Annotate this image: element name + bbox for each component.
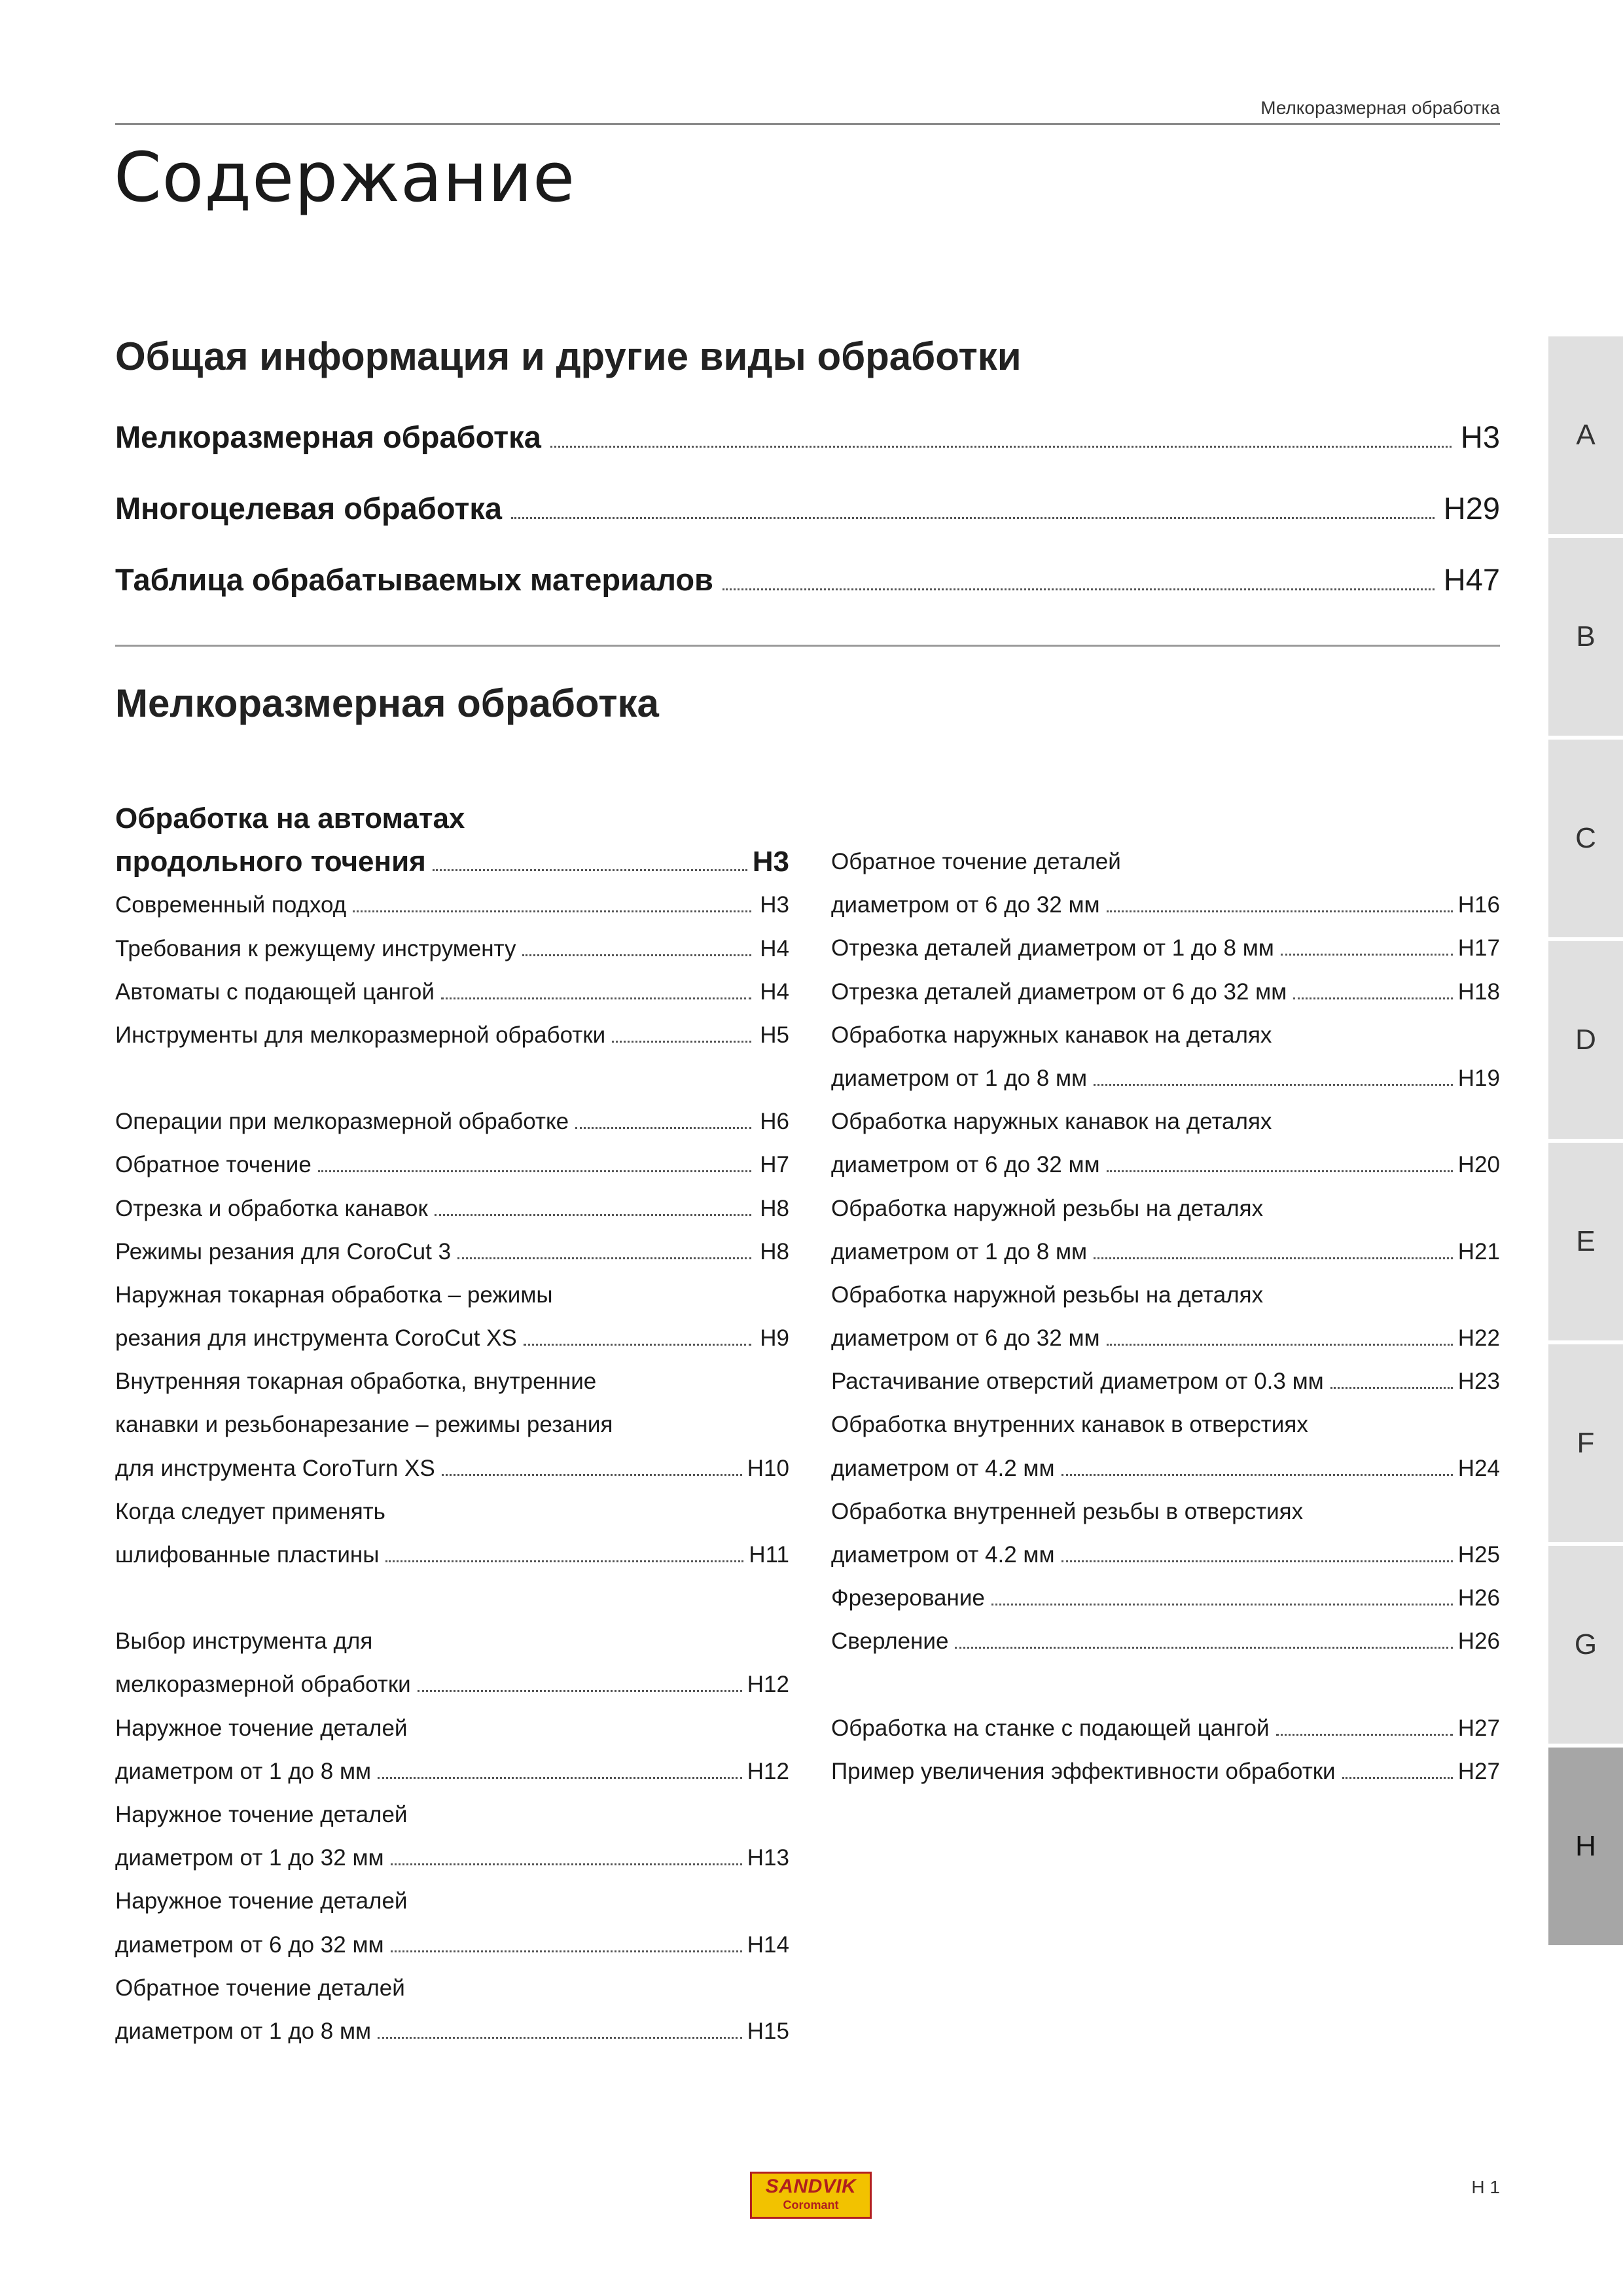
toc-entry-page: H4 bbox=[760, 978, 789, 1005]
dot-leader bbox=[612, 1040, 751, 1043]
dot-leader bbox=[353, 910, 751, 912]
toc-entry-title: Выбор инструмента для bbox=[115, 1628, 373, 1655]
toc-entry-title: мелкоразмерной обработки bbox=[115, 1672, 411, 1698]
toc-entry-page: H3 bbox=[1460, 420, 1500, 454]
dot-leader bbox=[550, 445, 1452, 448]
toc-entry[interactable] bbox=[831, 1143, 1500, 1187]
toc-entry-title: диаметром от 1 до 8 мм bbox=[831, 1238, 1088, 1265]
toc-entry-title: Обработка на автоматах bbox=[115, 802, 465, 834]
toc-entry-page: H7 bbox=[760, 1152, 789, 1178]
toc-entry-page: H14 bbox=[747, 1931, 789, 1958]
dot-leader bbox=[433, 869, 747, 871]
toc-entry[interactable] bbox=[115, 840, 789, 884]
dot-leader bbox=[318, 1170, 751, 1172]
dot-leader bbox=[441, 997, 751, 999]
toc-entry[interactable] bbox=[115, 1924, 789, 1967]
toc-entry-title: Сверление bbox=[831, 1628, 949, 1655]
toc-entry-line bbox=[115, 1707, 789, 1750]
toc-entry-page: H47 bbox=[1443, 562, 1500, 597]
toc-entry-title: Режимы резания для CoroCut 3 bbox=[115, 1238, 452, 1265]
dot-leader bbox=[378, 2036, 742, 2039]
toc-entry-title: Наружная токарная обработка – режимы bbox=[115, 1282, 553, 1308]
toc-entry-title: диаметром от 6 до 32 мм bbox=[831, 1152, 1100, 1178]
toc-entry-title: резания для инструмента CoroCut XS bbox=[115, 1325, 517, 1352]
toc-entry-title: Автоматы с подающей цангой bbox=[115, 978, 435, 1005]
toc-entry-page: H11 bbox=[749, 1542, 789, 1568]
dot-leader bbox=[575, 1126, 751, 1129]
toc-entry[interactable] bbox=[831, 1230, 1500, 1274]
toc-entry-page: H12 bbox=[747, 1758, 789, 1784]
toc-entry-page: H15 bbox=[747, 2018, 789, 2044]
dot-leader bbox=[391, 1863, 742, 1865]
toc-entry-title: Обработка наружных канавок на деталях bbox=[831, 1109, 1272, 1135]
dot-leader bbox=[1094, 1083, 1453, 1086]
toc-entry-page: H16 bbox=[1457, 892, 1500, 918]
toc-entry[interactable] bbox=[115, 1230, 789, 1274]
toc-entry-page: H27 bbox=[1457, 1715, 1500, 1741]
toc-entry-page: H21 bbox=[1457, 1238, 1500, 1265]
small-parts-section-heading: Мелкоразмерная обработка bbox=[115, 681, 659, 725]
dot-leader bbox=[1276, 1733, 1453, 1736]
toc-entry-page: H3 bbox=[752, 846, 789, 878]
toc-entry-title: Обработка на станке с подающей цангой bbox=[831, 1715, 1270, 1741]
dot-leader bbox=[1342, 1776, 1453, 1779]
toc-entry-line bbox=[831, 1403, 1500, 1446]
toc-entry-page: H13 bbox=[747, 1845, 789, 1871]
toc-entry[interactable] bbox=[831, 1317, 1500, 1360]
toc-entry-line bbox=[115, 797, 789, 840]
toc-entry-title: продольного точения bbox=[115, 846, 426, 878]
toc-entry-page: H3 bbox=[760, 892, 789, 918]
toc-entry-page: H26 bbox=[1457, 1585, 1500, 1611]
dot-leader bbox=[457, 1257, 751, 1259]
toc-entry-title: диаметром от 1 до 8 мм bbox=[831, 1065, 1088, 1091]
toc-entry-title: для инструмента CoroTurn XS bbox=[115, 1455, 435, 1481]
dot-leader bbox=[522, 954, 751, 956]
toc-entry-title: Обработка внутренней резьбы в отверстиях bbox=[831, 1498, 1304, 1524]
toc-entry[interactable] bbox=[115, 1317, 789, 1360]
toc-entry-line bbox=[115, 1793, 789, 1837]
chapter-tab-f[interactable]: F bbox=[1548, 1344, 1623, 1542]
toc-entry[interactable] bbox=[115, 1663, 789, 1706]
dot-leader bbox=[991, 1603, 1453, 1605]
toc-entry[interactable] bbox=[831, 971, 1500, 1014]
toc-entry-title: Таблица обрабатываемых материалов bbox=[115, 562, 713, 597]
toc-entry-title: Современный подход bbox=[115, 892, 347, 918]
toc-entry-line bbox=[115, 1880, 789, 1923]
toc-entry-title: Наружное точение деталей bbox=[115, 1715, 408, 1741]
dot-leader bbox=[1107, 1170, 1453, 1172]
toc-entry-title: Обратное точение деталей bbox=[115, 1975, 405, 2001]
toc-entry[interactable] bbox=[831, 1447, 1500, 1490]
toc-entry-page: H17 bbox=[1457, 935, 1500, 961]
toc-entry-line bbox=[115, 1490, 789, 1534]
dot-leader bbox=[1061, 1560, 1453, 1562]
chapter-tab-c[interactable]: C bbox=[1548, 740, 1623, 937]
toc-entry[interactable] bbox=[115, 884, 789, 927]
toc-entry[interactable] bbox=[831, 1707, 1500, 1750]
toc-entry-title: диаметром от 1 до 32 мм bbox=[115, 1845, 384, 1871]
toc-entry-page: H8 bbox=[760, 1195, 789, 1221]
toc-entry-title: диаметром от 6 до 32 мм bbox=[831, 1325, 1100, 1352]
toc-entry[interactable] bbox=[115, 1187, 789, 1230]
toc-entry[interactable] bbox=[831, 1360, 1500, 1403]
toc-entry[interactable] bbox=[115, 1100, 789, 1143]
dot-leader bbox=[378, 1776, 742, 1779]
chapter-tabs bbox=[1548, 336, 1623, 1949]
dot-leader bbox=[418, 1689, 742, 1692]
dot-leader bbox=[1281, 953, 1453, 956]
toc-entry[interactable] bbox=[831, 1577, 1500, 1620]
toc-entry[interactable] bbox=[831, 884, 1500, 927]
toc-entry-page: H5 bbox=[760, 1022, 789, 1048]
dot-leader bbox=[1094, 1257, 1453, 1259]
toc-entry-page: H4 bbox=[760, 935, 789, 961]
toc-entry-page: H26 bbox=[1457, 1628, 1500, 1655]
toc-entry-title: диаметром от 6 до 32 мм bbox=[831, 892, 1100, 918]
toc-entry-title: Наружное точение деталей bbox=[115, 1888, 408, 1914]
chapter-tab-e[interactable]: E bbox=[1548, 1143, 1623, 1340]
toc-entry-title: диаметром от 4.2 мм bbox=[831, 1455, 1055, 1481]
toc-entry-title: Отрезка деталей диаметром от 6 до 32 мм bbox=[831, 978, 1287, 1005]
toc-entry-title: Обработка внутренних канавок в отверстиях bbox=[831, 1412, 1308, 1438]
toc-entry-line bbox=[115, 1360, 789, 1403]
toc-entry-page: H23 bbox=[1457, 1369, 1500, 1395]
toc-entry-title: Требования к режущему инструменту bbox=[115, 935, 516, 961]
toc-entry-page: H19 bbox=[1457, 1065, 1500, 1091]
toc-left-column bbox=[115, 797, 789, 2053]
running-header: Мелкоразмерная обработка bbox=[115, 98, 1500, 125]
toc-entry[interactable] bbox=[115, 1534, 789, 1577]
toc-entry-line bbox=[115, 1967, 789, 2010]
toc-right-column bbox=[831, 840, 1500, 1793]
page-number: H 1 bbox=[1471, 2177, 1500, 2197]
toc-entry-title: шлифованные пластины bbox=[115, 1542, 380, 1568]
toc-entry-page: H20 bbox=[1457, 1152, 1500, 1178]
toc-entry[interactable] bbox=[115, 490, 1500, 562]
dot-leader bbox=[391, 1950, 742, 1952]
sandvik-coromant-logo bbox=[750, 2172, 872, 2219]
toc-entry[interactable] bbox=[115, 927, 789, 971]
logo-text-sandvik: SANDVIK bbox=[765, 2176, 857, 2197]
toc-entry[interactable] bbox=[115, 971, 789, 1014]
dot-leader bbox=[1061, 1473, 1453, 1476]
toc-entry-title: Наружное точение деталей bbox=[115, 1801, 408, 1827]
toc-entry[interactable] bbox=[831, 1534, 1500, 1577]
toc-entry-title: Операции при мелкоразмерной обработке bbox=[115, 1109, 569, 1135]
toc-entry-title: диаметром от 6 до 32 мм bbox=[115, 1931, 384, 1958]
toc-entry-line bbox=[115, 1620, 789, 1663]
logo-text-coromant: Coromant bbox=[783, 2198, 839, 2212]
toc-entry-title: Мелкоразмерная обработка bbox=[115, 420, 541, 454]
toc-entry-title: диаметром от 1 до 8 мм bbox=[115, 2018, 372, 2044]
toc-entry-page: H24 bbox=[1457, 1455, 1500, 1481]
dot-leader bbox=[385, 1560, 743, 1562]
toc-entry-title: Растачивание отверстий диаметром от 0.3 мм bbox=[831, 1369, 1324, 1395]
toc-spacer bbox=[115, 1057, 789, 1100]
chapter-tab-g[interactable]: G bbox=[1548, 1546, 1623, 1744]
toc-entry-line bbox=[115, 1403, 789, 1446]
toc-entry[interactable] bbox=[831, 1620, 1500, 1663]
toc-entry-title: Обработка наружных канавок на деталях bbox=[831, 1022, 1272, 1048]
toc-entry-title: Пример увеличения эффективности обработки bbox=[831, 1758, 1336, 1784]
toc-entry-page: H25 bbox=[1457, 1542, 1500, 1568]
toc-entry[interactable] bbox=[115, 1447, 789, 1490]
toc-entry-line bbox=[831, 1490, 1500, 1534]
toc-entry-title: Отрезка и обработка канавок bbox=[115, 1195, 428, 1221]
chapter-tab-b[interactable]: B bbox=[1548, 538, 1623, 736]
toc-entry-page: H6 bbox=[760, 1109, 789, 1135]
toc-entry-line bbox=[831, 840, 1500, 884]
general-section-heading: Общая информация и другие виды обработки bbox=[115, 334, 1022, 378]
toc-entry-title: Внутренняя токарная обработка, внутренние bbox=[115, 1369, 597, 1395]
dot-leader bbox=[1330, 1386, 1453, 1389]
chapter-tab-a[interactable]: A bbox=[1548, 336, 1623, 534]
toc-entry-title: Инструменты для мелкоразмерной обработки bbox=[115, 1022, 606, 1048]
toc-entry-title: Обратное точение bbox=[115, 1152, 312, 1178]
dot-leader bbox=[511, 516, 1435, 519]
dot-leader bbox=[955, 1646, 1452, 1649]
toc-entry-page: H10 bbox=[747, 1455, 789, 1481]
toc-entry-title: диаметром от 1 до 8 мм bbox=[115, 1758, 372, 1784]
toc-entry-page: H18 bbox=[1457, 978, 1500, 1005]
toc-entry-line bbox=[831, 1187, 1500, 1230]
toc-spacer bbox=[115, 1577, 789, 1620]
toc-entry-line bbox=[831, 1014, 1500, 1057]
toc-entry[interactable] bbox=[831, 1750, 1500, 1793]
toc-entry-page: H27 bbox=[1457, 1758, 1500, 1784]
toc-entry-title: диаметром от 4.2 мм bbox=[831, 1542, 1055, 1568]
dot-leader bbox=[1107, 910, 1453, 912]
toc-entry[interactable] bbox=[115, 1143, 789, 1187]
toc-entry-page: H29 bbox=[1443, 491, 1500, 526]
page-title: Содержание bbox=[114, 137, 576, 217]
toc-entry-title: Многоцелевая обработка bbox=[115, 491, 503, 526]
section-divider bbox=[115, 645, 1500, 647]
toc-entry-title: Обработка наружной резьбы на деталях bbox=[831, 1282, 1264, 1308]
toc-entry[interactable] bbox=[831, 1057, 1500, 1100]
toc-entry[interactable] bbox=[115, 1014, 789, 1057]
dot-leader bbox=[442, 1473, 742, 1476]
dot-leader bbox=[524, 1343, 751, 1346]
dot-leader bbox=[722, 588, 1435, 590]
toc-entry-page: H12 bbox=[747, 1672, 789, 1698]
toc-entry[interactable] bbox=[115, 1750, 789, 1793]
toc-entry-title: Когда следует применять bbox=[115, 1498, 385, 1524]
toc-entry[interactable] bbox=[831, 927, 1500, 970]
toc-entry[interactable] bbox=[115, 419, 1500, 490]
toc-entry-page: H9 bbox=[760, 1325, 789, 1352]
toc-entry-line bbox=[115, 1274, 789, 1317]
toc-entry-title: Отрезка деталей диаметром от 1 до 8 мм bbox=[831, 935, 1274, 961]
toc-entry-page: H22 bbox=[1457, 1325, 1500, 1352]
toc-entry-page: H8 bbox=[760, 1238, 789, 1265]
general-toc bbox=[115, 419, 1500, 633]
toc-spacer bbox=[831, 1664, 1500, 1707]
toc-entry-line bbox=[831, 1100, 1500, 1143]
toc-entry[interactable] bbox=[115, 1837, 789, 1880]
toc-entry-title: канавки и резьбонарезание – режимы резания bbox=[115, 1412, 613, 1438]
toc-entry-line bbox=[831, 1274, 1500, 1317]
chapter-tab-d[interactable]: D bbox=[1548, 941, 1623, 1139]
toc-entry[interactable] bbox=[115, 562, 1500, 633]
toc-entry-title: Фрезерование bbox=[831, 1585, 985, 1611]
dot-leader bbox=[1107, 1343, 1453, 1346]
dot-leader bbox=[1293, 997, 1452, 999]
toc-entry-title: Обратное точение деталей bbox=[831, 849, 1121, 874]
toc-entry[interactable] bbox=[115, 2010, 789, 2053]
dot-leader bbox=[435, 1213, 751, 1216]
toc-entry-title: Обработка наружной резьбы на деталях bbox=[831, 1195, 1264, 1221]
chapter-tab-h[interactable]: H bbox=[1548, 1748, 1623, 1945]
